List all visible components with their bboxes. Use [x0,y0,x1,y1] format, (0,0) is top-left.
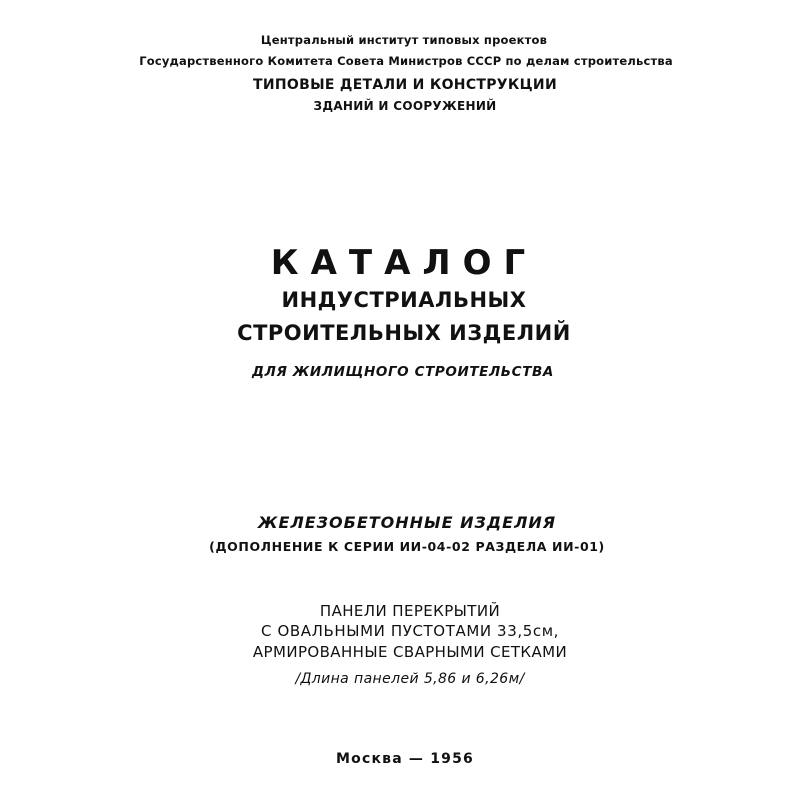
publication-imprint: Москва — 1956 [336,751,474,767]
product-line-2: С ОВАЛЬНЫМИ ПУСТОТАМИ 33,5см, [261,622,559,640]
product-line-3: АРМИРОВАННЫЕ СВАРНЫМИ СЕТКАМИ [252,643,568,661]
series-subtitle: ЗДАНИЙ И СООРУЖЕНИЙ [313,99,497,113]
product-line-1: ПАНЕЛИ ПЕРЕКРЫТИЙ [319,602,501,620]
committee-name: Государственного Комитета Совета Министров СССР по делам строительства [139,54,673,68]
series-title: ТИПОВЫЕ ДЕТАЛИ И КОНСТРУКЦИИ [253,77,557,93]
section-note: (ДОПОЛНЕНИЕ К СЕРИИ ИИ-04-02 РАЗДЕЛА ИИ-01) [209,539,605,554]
catalog-subtitle-line-2: СТРОИТЕЛЬНЫХ ИЗДЕЛИЙ [237,321,571,345]
product-dimensions: /Длина панелей 5,86 и 6,26м/ [295,671,525,687]
catalog-title: КАТАЛОГ [270,243,538,283]
section-title: ЖЕЛЕЗОБЕТОННЫЕ ИЗДЕЛИЯ [257,513,557,532]
institute-name: Центральный институт типовых проектов [260,33,548,47]
catalog-subtitle-line-1: ИНДУСТРИАЛЬНЫХ [281,288,527,312]
catalog-subtitle-line-3: ДЛЯ ЖИЛИЩНОГО СТРОИТЕЛЬСТВА [252,364,554,380]
